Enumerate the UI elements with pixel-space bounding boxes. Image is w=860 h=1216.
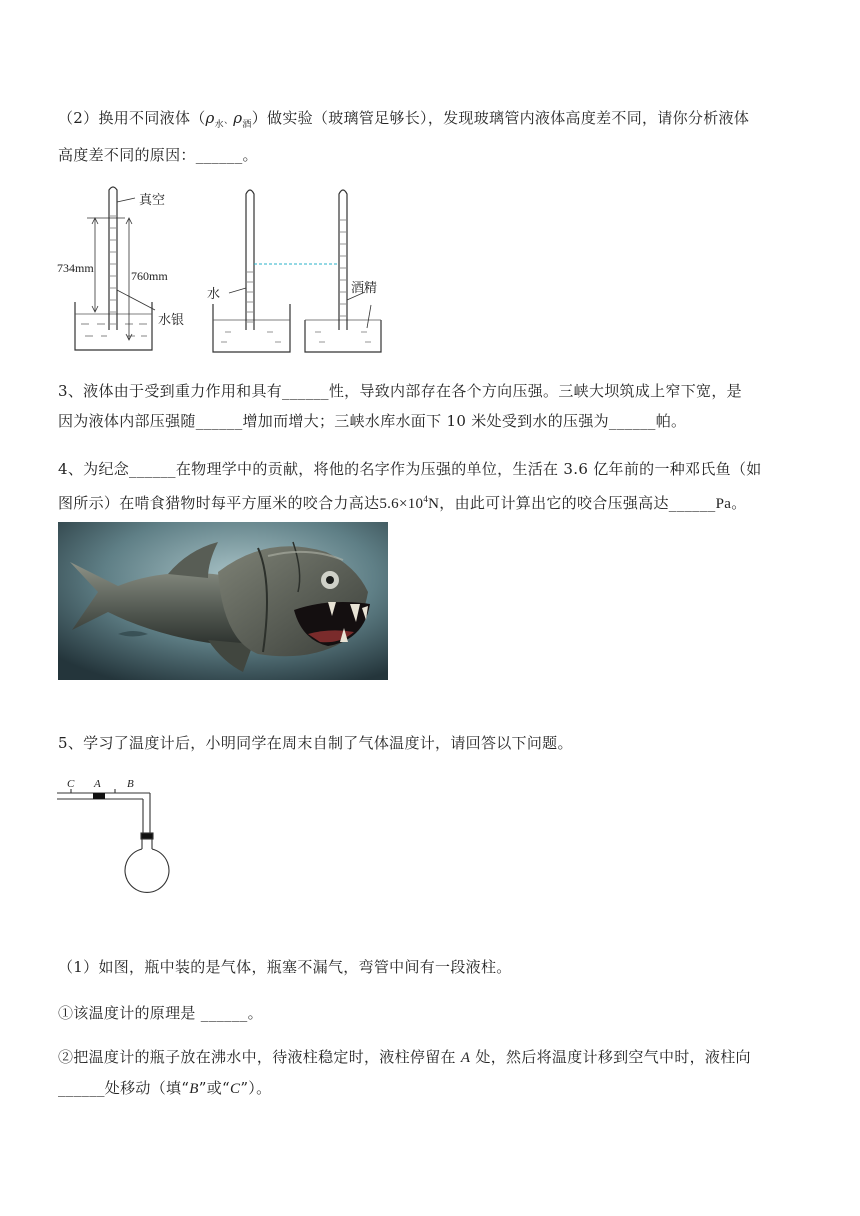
question-4 — [58, 454, 808, 519]
gas-thermometer-figure — [55, 775, 185, 900]
q3-line-2: 因为液体内部压强随______增加而增大；三峡水库水面下 10 米处受到水的压强为______帕。 — [58, 412, 687, 430]
question-5-sub-1: （1）如图，瓶中装的是气体，瓶塞不漏气，弯管中间有一段液柱。 — [58, 958, 512, 976]
mercury-label: 水银 — [158, 313, 185, 328]
q4-line-2: 图所示）在啃食猎物时每平方厘米的咬合力高达$5.6\times 10^4N$，由此可计算出它的咬合压强高达______Pa。 — [58, 494, 747, 512]
dunkleosteus-fish-image — [58, 522, 388, 680]
alcohol-label: 酒精 — [351, 281, 378, 296]
water-barometer — [213, 190, 290, 352]
vacuum-label: 真空 — [139, 193, 166, 208]
label-b: B — [127, 778, 134, 790]
q2-line-1: （2）换用不同液体（$\rho_水$、$\rho_酒$）做实验（玻璃管足够长），发现玻璃管内液体高度差不同，请你分析液体 — [58, 109, 750, 130]
q4-line-1: 4、为纪念______在物理学中的贡献，将他的名字作为压强的单位，生活在 3.6 亿年前的一种邓氏鱼（如 — [58, 460, 762, 478]
question-2-part-2 — [58, 103, 808, 170]
question-5-q1: ①该温度计的原理是 ______。 — [58, 1004, 263, 1022]
q3-line-1: 3、液体由于受到重力作用和具有______性，导致内部存在各个方向压强。三峡大坝筑成上窄下宽，是 — [58, 382, 742, 400]
barometer-figure — [55, 180, 395, 360]
q5-q2-line-2: ______处移动（填“B”或“C”）。 — [58, 1079, 272, 1097]
label-c: C — [67, 778, 75, 790]
water-label: 水 — [207, 287, 221, 302]
question-3 — [58, 376, 808, 436]
height-760-label: 760mm — [131, 269, 168, 283]
height-734-label: 734mm — [57, 261, 94, 275]
q2-line-2: 高度差不同的原因：______。 — [58, 146, 258, 164]
q5-q2-line-1: ②把温度计的瓶子放在沸水中，待液柱稳定时，液柱停留在 A 处，然后将温度计移到空气中时，液柱向 — [58, 1048, 751, 1066]
liquid-column — [93, 793, 105, 799]
alcohol-barometer — [305, 190, 381, 352]
question-5-intro: 5、学习了温度计后，小明同学在周末自制了气体温度计，请回答以下问题。 — [58, 734, 573, 752]
unit-pa: Pa — [715, 496, 732, 512]
question-5-q2 — [58, 1042, 808, 1104]
label-a: A — [94, 778, 101, 790]
bite-force-value: $5.6\times 10^4N$ — [379, 494, 440, 512]
